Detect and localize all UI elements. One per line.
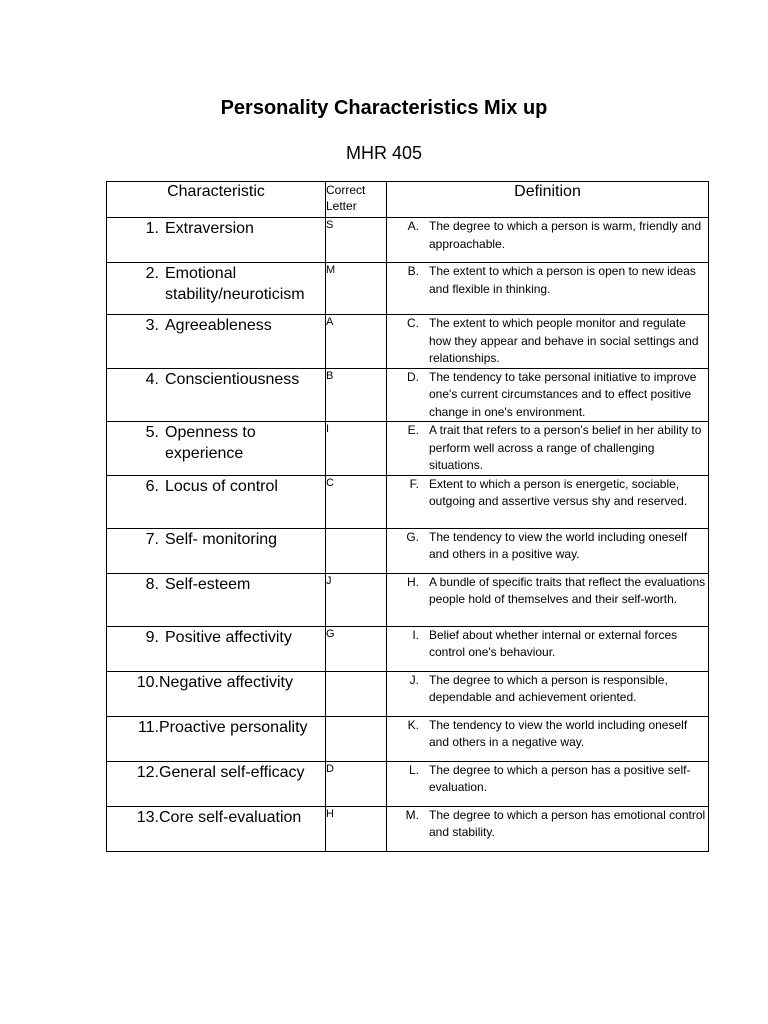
definition-cell: [387, 716, 709, 761]
definition-letter: E.: [407, 423, 419, 437]
definition-item: [387, 369, 708, 422]
characteristics-table: [106, 181, 709, 852]
characteristic-number: 2.: [145, 265, 159, 282]
characteristic-name: Core self-evaluation: [159, 808, 302, 826]
characteristic-number: 4.: [145, 370, 159, 388]
page-title: Personality Characteristics Mix up: [220, 97, 548, 119]
definition-item: [387, 807, 708, 842]
correct-letter-cell[interactable]: G: [326, 626, 387, 671]
table-row: [107, 573, 709, 626]
definition-text: The degree to which a person is responsible, dependable and achievement oriented.: [429, 672, 668, 704]
characteristic-item: [107, 807, 325, 828]
correct-letter-cell[interactable]: C: [326, 475, 387, 528]
characteristic-name: Negative affectivity: [159, 673, 293, 691]
correct-letter-cell[interactable]: I: [326, 422, 387, 476]
definition-letter: G.: [406, 529, 419, 544]
definition-item: [387, 476, 708, 511]
definition-text: The degree to which a person has emotional control and stability.: [429, 807, 706, 839]
definition-text: The tendency to take personal initiative to improve one's current circumstances and to effect positive change in one's environment.: [429, 369, 697, 419]
characteristic-number: 1.: [145, 220, 159, 237]
definition-item: [387, 263, 708, 298]
table-row: [107, 671, 709, 716]
characteristic-name: Emotional stability/neuroticism: [165, 265, 305, 303]
characteristic-item: [107, 529, 325, 550]
definition-cell: [387, 263, 709, 315]
definition-letter: H.: [407, 574, 419, 589]
definition-cell: [387, 761, 709, 806]
correct-letter-cell[interactable]: J: [326, 573, 387, 626]
characteristic-item: [107, 672, 325, 693]
characteristic-cell: [107, 761, 326, 806]
characteristic-number: 10.: [136, 673, 159, 691]
characteristic-number: 11.: [137, 718, 159, 736]
definition-cell: [387, 626, 709, 671]
table-row: [107, 315, 709, 369]
characteristic-number: 8.: [145, 575, 159, 593]
characteristic-item: [107, 627, 325, 648]
characteristic-cell: [107, 716, 326, 761]
characteristic-item: [107, 369, 325, 390]
definition-cell: [387, 528, 709, 573]
characteristic-name: Conscientiousness: [165, 370, 300, 388]
table-row: [107, 218, 709, 263]
header-definition: Definition: [387, 182, 709, 218]
definition-text: The degree to which a person has a positive self-evaluation.: [429, 762, 691, 794]
characteristic-item: [107, 263, 325, 305]
characteristic-name: Proactive personality: [159, 718, 308, 736]
characteristic-cell: [107, 368, 326, 422]
table-row: [107, 263, 709, 315]
correct-letter-cell[interactable]: [326, 716, 387, 761]
characteristic-cell: [107, 573, 326, 626]
definition-letter: L.: [408, 762, 419, 777]
characteristic-cell: [107, 218, 326, 263]
characteristic-name: Extraversion: [165, 220, 254, 237]
definition-cell: [387, 573, 709, 626]
characteristic-cell: [107, 806, 326, 851]
definition-cell: [387, 475, 709, 528]
characteristic-cell: [107, 263, 326, 315]
characteristic-item: [107, 218, 325, 239]
characteristic-number: 6.: [145, 477, 159, 495]
characteristic-number: 9.: [145, 628, 159, 646]
characteristic-cell: [107, 475, 326, 528]
characteristic-cell: [107, 528, 326, 573]
characteristic-item: [107, 422, 325, 464]
characteristic-number: 3.: [145, 317, 159, 334]
definition-item: [387, 627, 708, 662]
correct-letter-cell[interactable]: A: [326, 315, 387, 369]
definition-item: [387, 422, 708, 475]
definition-text: The tendency to view the world including oneself and others in a negative way.: [429, 717, 688, 749]
definition-text: Extent to which a person is energetic, sociable, outgoing and assertive versus shy and reserved.: [429, 476, 688, 508]
definition-item: [387, 574, 708, 609]
table-row: [107, 475, 709, 528]
definition-text: The extent to which people monitor and regulate how they appear and behave in social settings and relationships.: [429, 316, 699, 365]
characteristic-item: [107, 762, 325, 783]
characteristic-cell: [107, 671, 326, 716]
definition-letter: D.: [407, 369, 419, 384]
table-row: [107, 368, 709, 422]
correct-letter-cell[interactable]: D: [326, 761, 387, 806]
correct-letter-cell[interactable]: [326, 528, 387, 573]
header-characteristic: Characteristic: [107, 182, 326, 218]
table-header-row: [107, 182, 709, 218]
table-row: [107, 626, 709, 671]
characteristic-name: Agreeableness: [165, 317, 272, 334]
table-row: [107, 422, 709, 476]
correct-letter-cell[interactable]: S: [326, 218, 387, 263]
header-correct-letter: Correct Letter: [326, 182, 387, 218]
definition-cell: [387, 806, 709, 851]
characteristic-number: 5.: [145, 424, 159, 441]
characteristic-name: Locus of control: [165, 477, 278, 495]
characteristic-name: Openness to experience: [165, 424, 256, 462]
characteristic-item: [107, 717, 325, 738]
definition-letter: M.: [405, 807, 419, 822]
characteristic-number: 13.: [136, 808, 159, 826]
definition-cell: [387, 218, 709, 263]
table-row: [107, 806, 709, 851]
characteristic-number: 12.: [136, 763, 159, 781]
definition-item: [387, 218, 708, 253]
definition-text: A trait that refers to a person's belief in her ability to perform well across a range of challenging situations.: [429, 423, 702, 472]
definition-item: [387, 762, 708, 797]
characteristic-cell: [107, 315, 326, 369]
characteristic-item: [107, 476, 325, 497]
definition-text: A bundle of specific traits that reflect the evaluations people hold of themselves and their self-worth.: [429, 574, 706, 606]
definition-letter: J.: [409, 672, 419, 687]
definition-letter: F.: [409, 476, 419, 491]
definition-text: The degree to which a person is warm, friendly and approachable.: [429, 219, 702, 251]
definition-cell: [387, 671, 709, 716]
characteristic-number: 7.: [145, 530, 159, 548]
characteristic-name: Self-esteem: [165, 575, 251, 593]
definition-cell: [387, 422, 709, 476]
definition-letter: A.: [407, 219, 419, 233]
definition-letter: C.: [407, 316, 419, 330]
correct-letter-cell[interactable]: H: [326, 806, 387, 851]
definition-letter: I.: [412, 627, 419, 642]
definition-letter: K.: [407, 717, 419, 732]
definition-text: Belief about whether internal or external forces control one's behaviour.: [429, 627, 678, 659]
characteristic-cell: [107, 626, 326, 671]
definition-letter: B.: [407, 264, 419, 278]
definition-item: [387, 315, 708, 368]
table-row: [107, 716, 709, 761]
correct-letter-cell[interactable]: [326, 671, 387, 716]
course-code: MHR 405: [345, 143, 423, 163]
definition-text: The tendency to view the world including oneself and others in a positive way.: [429, 529, 688, 561]
table-row: [107, 528, 709, 573]
definition-cell: [387, 315, 709, 369]
characteristic-name: General self-efficacy: [159, 763, 305, 781]
characteristic-name: Positive affectivity: [165, 628, 292, 646]
characteristic-cell: [107, 422, 326, 476]
correct-letter-cell[interactable]: B: [326, 368, 387, 422]
characteristic-name: Self- monitoring: [165, 530, 278, 548]
characteristic-item: [107, 315, 325, 336]
definition-text: The extent to which a person is open to new ideas and flexible in thinking.: [429, 264, 696, 296]
definition-cell: [387, 368, 709, 422]
characteristic-item: [107, 574, 325, 595]
definition-item: [387, 717, 708, 752]
correct-letter-cell[interactable]: M: [326, 263, 387, 315]
table-row: [107, 761, 709, 806]
definition-item: [387, 672, 708, 707]
definition-item: [387, 529, 708, 564]
table-body: [107, 218, 709, 852]
